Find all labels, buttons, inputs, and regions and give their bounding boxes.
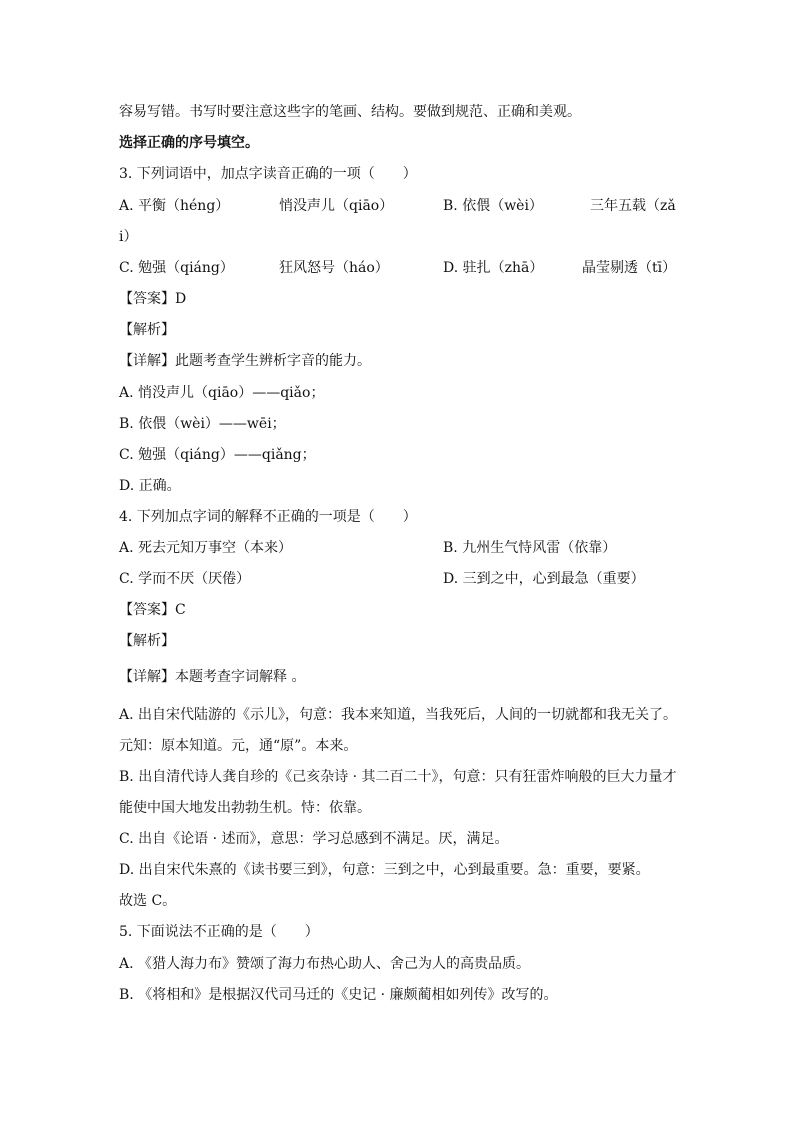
- q3-explanation-a: A. 悄没声儿（qiāo）——qiǎo；: [119, 385, 325, 401]
- q4-option-c: C. 学而不厌（厌倦）: [119, 571, 251, 587]
- q4-stem: 4. 下列加点字词的解释不正确的一项是（ ）: [119, 509, 417, 525]
- q5-option-a: A. 《猎人海力布》赞颂了海力布热心助人、舍己为人的高贵品质。: [119, 956, 531, 972]
- q4-explanation-b-cont: 能使中国大地发出勃勃生机。恃：依靠。: [119, 800, 371, 816]
- q3-explanation-c: C. 勉强（qiáng）——qiǎng；: [119, 447, 316, 463]
- q4-option-d: D. 三到之中，心到最急（重要）: [443, 571, 645, 587]
- intro-tail-text: 容易写错。书写时要注意这些字的笔画、结构。要做到规范、正确和美观。: [119, 104, 581, 120]
- q3-explanation-d: D. 正确。: [119, 478, 181, 494]
- q4-answer: 【答案】C: [119, 602, 186, 618]
- q3-option-c1: C. 勉强（qiáng）: [119, 260, 234, 276]
- q3-explanation-b: B. 依偎（wèi）——wēi；: [119, 416, 286, 432]
- q3-option-a1: A. 平衡（héng）: [119, 198, 230, 214]
- q3-option-b2-continued: i）: [119, 229, 138, 245]
- q3-option-a2: 悄没声儿（qiāo）: [279, 198, 394, 214]
- q4-explanation-a-cont: 元知：原本知道。元，通“原”。本来。: [119, 738, 358, 754]
- q3-analysis-label: 【解析】: [119, 322, 175, 338]
- q4-explanation-b: B. 出自清代诗人龚自珍的《己亥杂诗 · 其二百二十》，句意：只有狂雷炸响般的巨大力量才: [119, 769, 677, 785]
- q3-stem: 3. 下列词语中，加点字读音正确的一项（ ）: [119, 166, 417, 182]
- q4-explanation-c: C. 出自《论语 · 述而》，意思：学习总感到不满足。厌，满足。: [119, 831, 509, 847]
- q3-answer: 【答案】D: [119, 291, 187, 307]
- section-heading: 选择正确的序号填空。: [119, 135, 259, 151]
- q4-analysis-label: 【解析】: [119, 633, 175, 649]
- q4-detail: 【详解】本题考查字词解释 。: [119, 669, 306, 685]
- q4-option-a: A. 死去元知万事空（本来）: [119, 540, 293, 556]
- q5-stem: 5. 下面说法不正确的是（ ）: [119, 924, 319, 940]
- q3-detail: 【详解】此题考查学生辨析字音的能力。: [119, 353, 371, 369]
- q4-option-b: B. 九州生气恃风雷（依靠）: [443, 540, 617, 556]
- q4-explanation-a: A. 出自宋代陆游的《示儿》，句意：我本来知道，当我死后，人间的一切就都和我无关了。: [119, 707, 678, 723]
- q3-option-c2: 狂风怒号（háo）: [279, 260, 389, 276]
- q3-option-d2: 晶莹剔透（tī）: [582, 260, 677, 276]
- q3-option-b1: B. 依偎（wèi）: [443, 198, 543, 214]
- q5-option-b: B. 《将相和》是根据汉代司马迁的《史记 · 廉颇蔺相如列传》改写的。: [119, 987, 558, 1003]
- q3-option-b2: 三年五载（zǎ: [590, 198, 676, 214]
- q4-explanation-d: D. 出自宋代朱熹的《读书要三到》，句意：三到之中，心到最重要。急：重要，要紧。: [119, 862, 650, 878]
- q3-option-d1: D. 驻扎（zhā）: [443, 260, 544, 276]
- q4-conclusion: 故选 C。: [119, 893, 177, 909]
